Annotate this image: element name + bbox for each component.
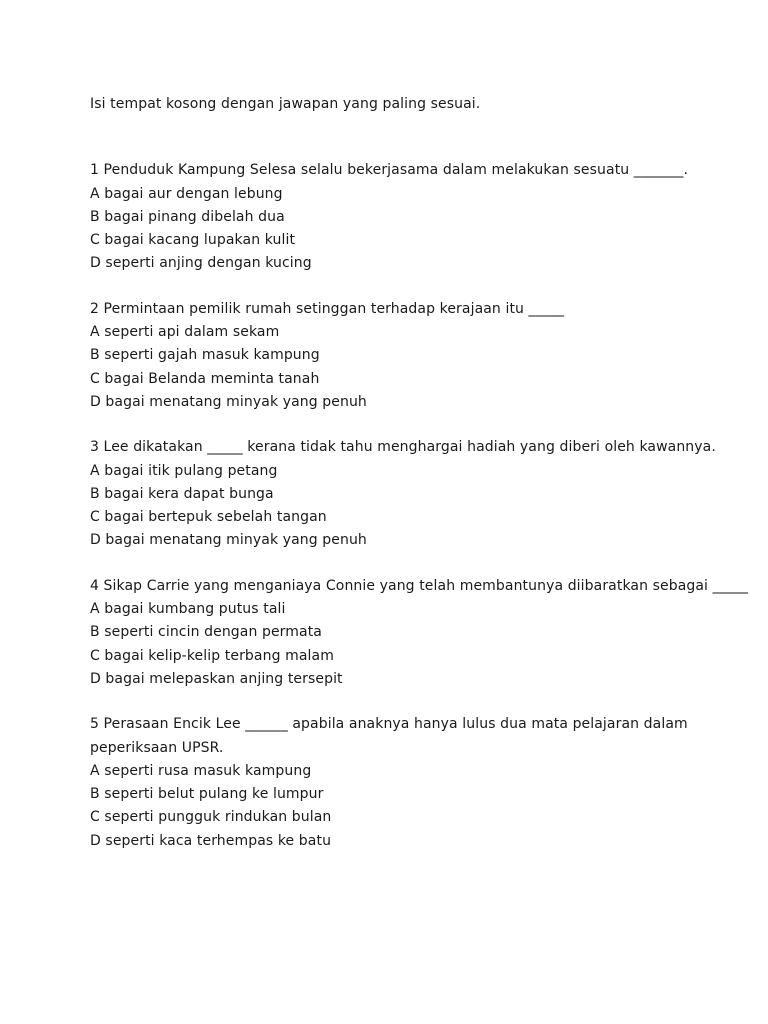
option-b: B seperti cincin dengan permata — [90, 624, 322, 641]
question-text: 5 Perasaan Encik Lee ______ apabila anaknya hanya lulus dua mata pelajaran dalam peperiksaan UPSR. — [90, 716, 688, 756]
option-c: C bagai Belanda meminta tanah — [90, 370, 320, 387]
option-b: B seperti belut pulang ke lumpur — [90, 786, 324, 803]
question-text: 4 Sikap Carrie yang menganiaya Connie yang telah membantunya diibaratkan sebagai _____ — [90, 577, 749, 594]
option-d: D bagai menatang minyak yang penuh — [90, 393, 367, 410]
worksheet — [90, 93, 750, 875]
option-d: D seperti anjing dengan kucing — [90, 255, 312, 272]
question-5 — [90, 713, 750, 853]
option-a: A bagai aur dengan lebung — [90, 185, 283, 202]
option-b: B bagai pinang dibelah dua — [90, 208, 285, 225]
option-c: C seperti pungguk rindukan bulan — [90, 809, 332, 826]
option-c: C bagai kacang lupakan kulit — [90, 232, 296, 249]
option-a: A bagai itik pulang petang — [90, 462, 278, 479]
option-a: A seperti api dalam sekam — [90, 324, 280, 341]
instruction-text: Isi tempat kosong dengan jawapan yang paling sesuai. — [90, 96, 481, 112]
option-list — [90, 460, 750, 553]
option-list — [90, 183, 750, 276]
question-1 — [90, 159, 750, 275]
option-d: D seperti kaca terhempas ke batu — [90, 832, 332, 849]
option-b: B seperti gajah masuk kampung — [90, 347, 320, 364]
option-b: B bagai kera dapat bunga — [90, 485, 274, 502]
question-3 — [90, 436, 750, 552]
question-4 — [90, 575, 750, 691]
option-list — [90, 760, 750, 853]
option-c: C bagai kelip-kelip terbang malam — [90, 647, 334, 664]
option-list — [90, 598, 750, 691]
question-text: 3 Lee dikatakan _____ kerana tidak tahu menghargai hadiah yang diberi oleh kawannya. — [90, 439, 716, 456]
option-d: D bagai menatang minyak yang penuh — [90, 532, 367, 549]
question-text: 2 Permintaan pemilik rumah setinggan terhadap kerajaan itu _____ — [90, 300, 565, 317]
option-c: C bagai bertepuk sebelah tangan — [90, 509, 327, 526]
question-2 — [90, 298, 750, 414]
option-a: A seperti rusa masuk kampung — [90, 762, 312, 779]
question-text: 1 Penduduk Kampung Selesa selalu bekerjasama dalam melakukan sesuatu _______. — [90, 162, 689, 179]
option-a: A bagai kumbang putus tali — [90, 601, 286, 618]
option-list — [90, 321, 750, 414]
option-d: D bagai melepaskan anjing tersepit — [90, 670, 343, 687]
